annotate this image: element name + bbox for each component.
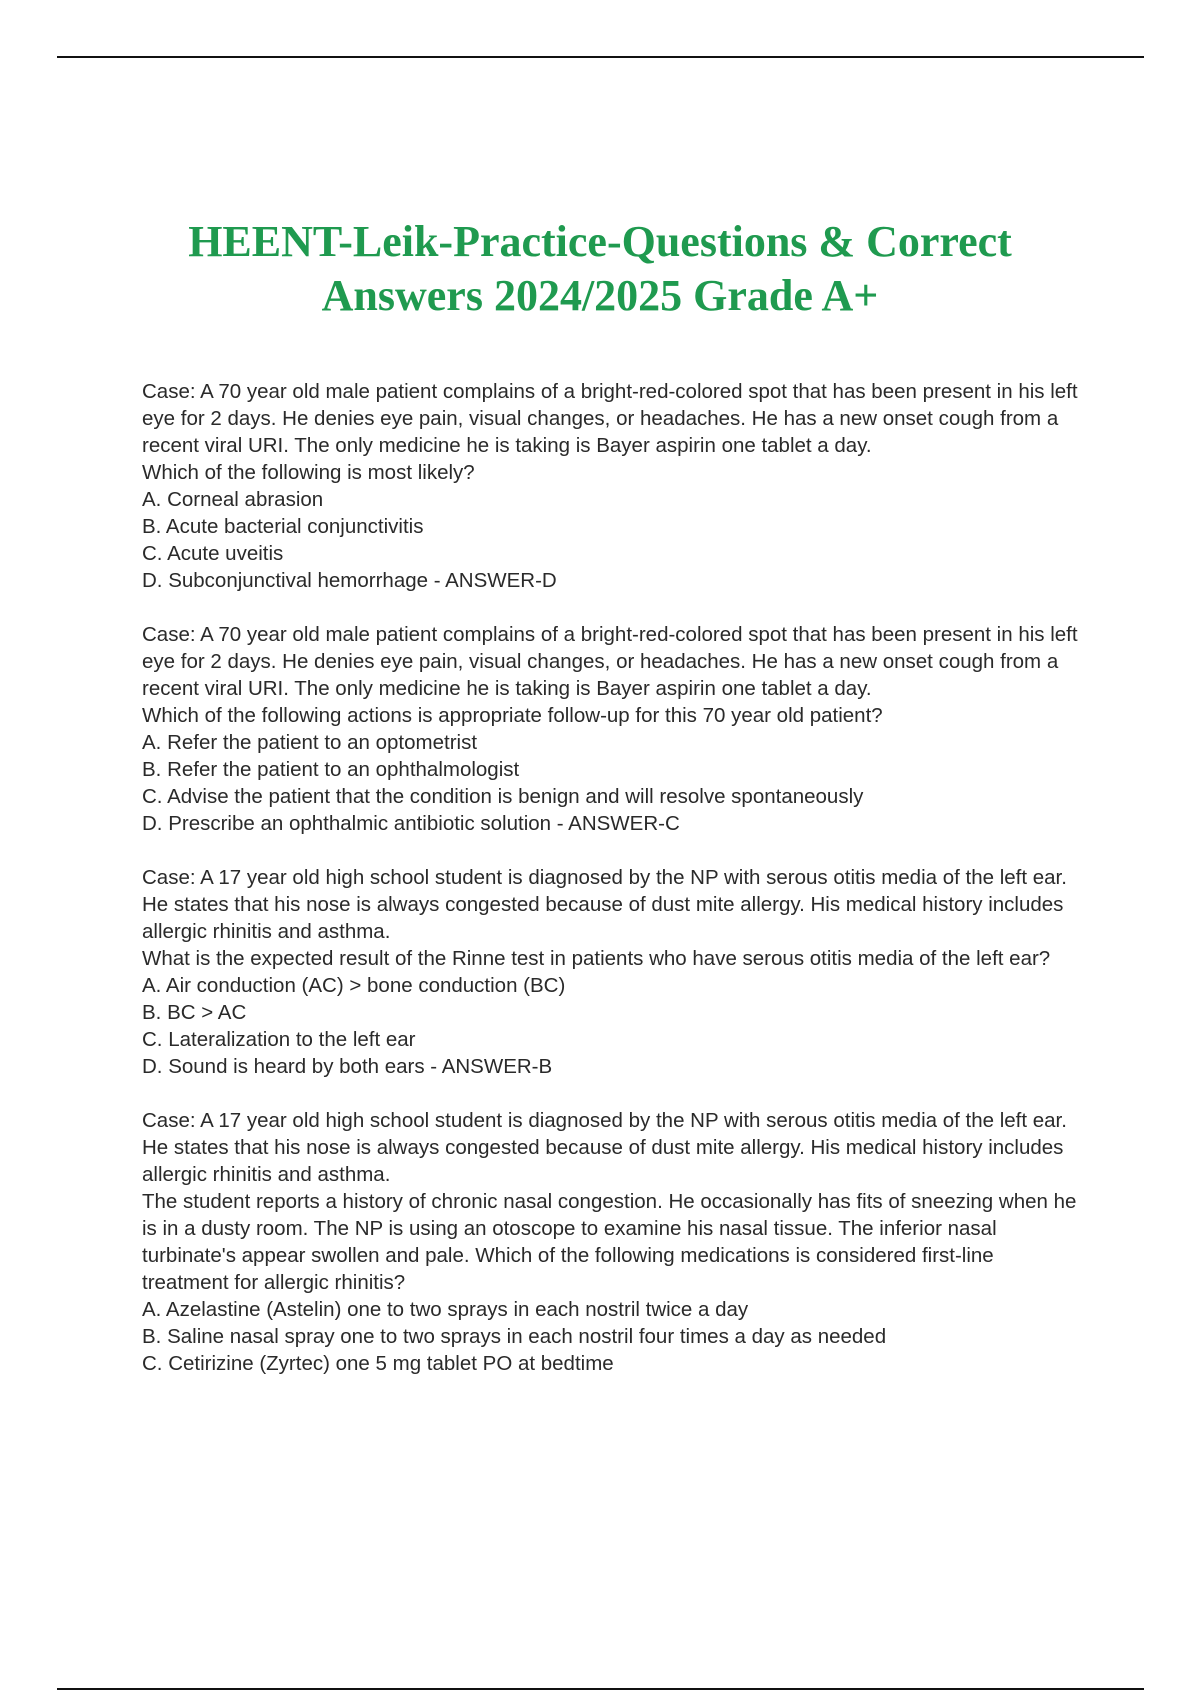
question-text: The student reports a history of chronic nasal congestion. He occasionally has fits of sneezing when he is in a dusty room. The NP is using an otoscope to examine his nasal tissue. The inferior nasal turbinate's appear swollen and pale. Which of the following medications is considered first-line treatment for allergic rhinitis? [142,1190,1077,1294]
case-text: Case: A 17 year old high school student is diagnosed by the NP with serous otitis media of the left ear. He states that his nose is always congested because of dust mite allergy. His medical history includes allergic rhinitis and asthma. [142,866,1067,943]
case-text: Case: A 70 year old male patient complains of a bright-red-colored spot that has been present in his left eye for 2 days. He denies eye pain, visual changes, or headaches. He has a new onset cough from a recent viral URI. The only medicine he is taking is Bayer aspirin one tablet a day. [142,623,1078,700]
option-c: C. Lateralization to the left ear [142,1028,416,1051]
document-title [100,215,1100,323]
case-text: Case: A 17 year old high school student is diagnosed by the NP with serous otitis media of the left ear. He states that his nose is always congested because of dust mite allergy. His medical history includes allergic rhinitis and asthma. [142,1109,1067,1186]
question-block-2 [142,621,1082,837]
option-d: D. Sound is heard by both ears - ANSWER-B [142,1055,553,1078]
option-d: D. Subconjunctival hemorrhage - ANSWER-D [142,569,557,592]
case-text: Case: A 70 year old male patient complains of a bright-red-colored spot that has been present in his left eye for 2 days. He denies eye pain, visual changes, or headaches. He has a new onset cough from a recent viral URI. The only medicine he is taking is Bayer aspirin one tablet a day. [142,380,1078,457]
option-c: C. Cetirizine (Zyrtec) one 5 mg tablet PO at bedtime [142,1352,614,1375]
question-block-1 [142,378,1082,594]
option-b: B. Refer the patient to an ophthalmologist [142,758,520,781]
questions-list [142,378,1082,1404]
bottom-rule [57,1688,1144,1690]
option-b: B. BC > AC [142,1001,247,1024]
option-a: A. Azelastine (Astelin) one to two sprays in each nostril twice a day [142,1298,749,1321]
title-line-1: HEENT-Leik-Practice-Questions & Correct [188,217,1012,266]
option-d: D. Prescribe an ophthalmic antibiotic solution - ANSWER-C [142,812,680,835]
option-a: A. Refer the patient to an optometrist [142,731,478,754]
option-b: B. Saline nasal spray one to two sprays in each nostril four times a day as needed [142,1325,887,1348]
option-c: C. Acute uveitis [142,542,284,565]
option-a: A. Corneal abrasion [142,488,324,511]
option-a: A. Air conduction (AC) > bone conduction (BC) [142,974,566,997]
option-b: B. Acute bacterial conjunctivitis [142,515,424,538]
option-c: C. Advise the patient that the condition is benign and will resolve spontaneously [142,785,864,808]
question-text: Which of the following is most likely? [142,461,475,484]
top-rule [57,56,1144,58]
question-block-4 [142,1107,1082,1377]
title-line-2: Answers 2024/2025 Grade A+ [321,271,879,320]
question-text: What is the expected result of the Rinne test in patients who have serous otitis media of the left ear? [142,947,1051,970]
question-text: Which of the following actions is appropriate follow-up for this 70 year old patient? [142,704,883,727]
question-block-3 [142,864,1082,1080]
